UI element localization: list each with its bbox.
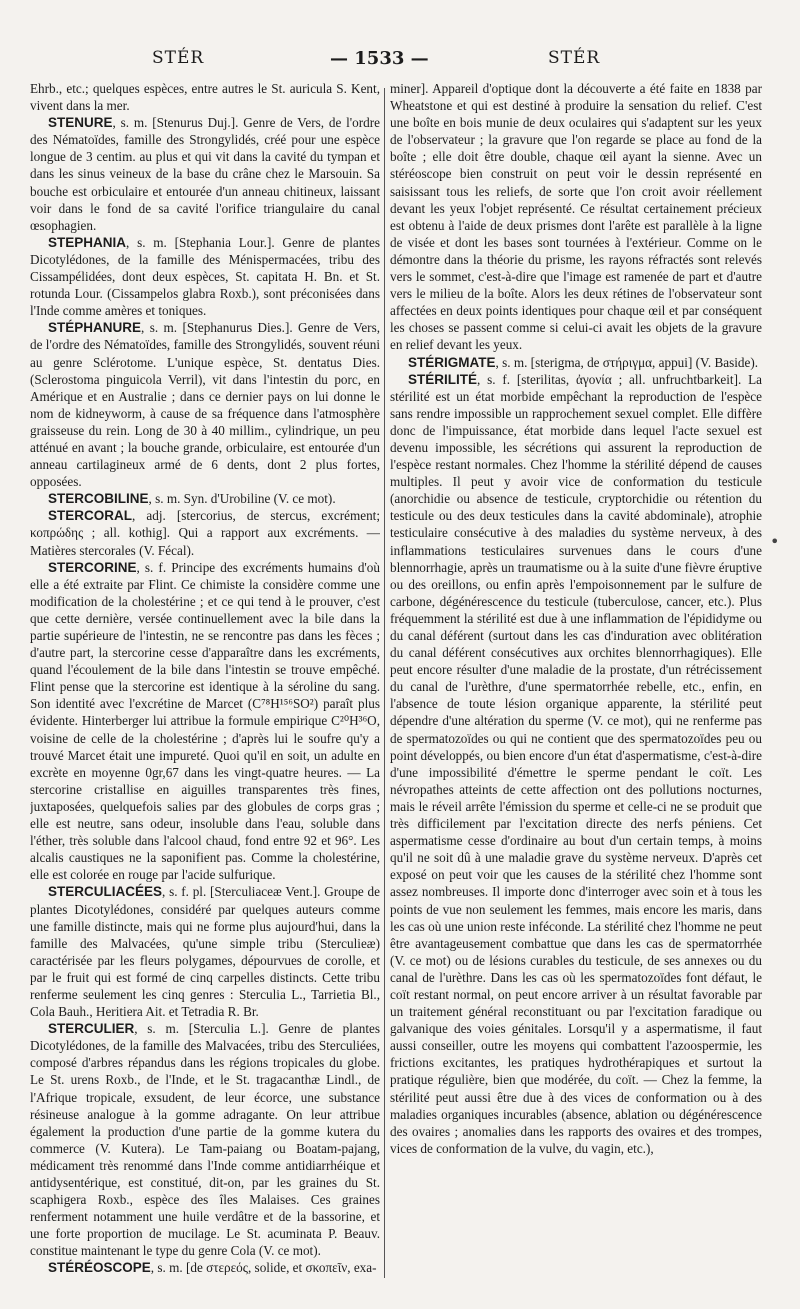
entry-stereoscope: STÉRÉOSCOPE, s. m. [de στερεός, solide, et σκοπεῖν, exa- (48, 1260, 377, 1276)
left-column (30, 80, 380, 1295)
headword: STERCULIER (48, 1021, 135, 1037)
entry-stephanure: STÉPHANURE, s. m. [Stephanurus Dies.]. Genre de Vers, de l'ordre des Nématoïdes, famille des Strongylidés, souvent réuni au genre Sclérotome. L'unique espèce, St. dentatus Dies. (Sclerostoma pinguicola Verril), vit dans l'intestin du porc, en Amérique et en Australie ; dans ce dernier pays on lui donne le nom de kidneyworm, à cause de sa fréquence dans l'atmosphère graisseuse du rein. Long de 30 à 40 millim., cylindrique, un peu atténué en avant ; la bouche grande, orbiculaire, est entourée d'un anneau cartilagineux armé de 6 dents, dont 2 plus fortes, opposées. (30, 320, 380, 490)
headword: STERCOBILINE (48, 491, 149, 507)
entry-stenure: STENURE, s. m. [Stenurus Duj.]. Genre de Vers, de l'ordre des Nématoïdes, famille des Strongylidés, créé pour une espèce longue de 3 centim. au plus et qui vit dans la cavité du tympan et dans les sinus veineux de la base du crâne chez le Marsouin. Sa bouche est orbiculaire et entourée d'un anneau chitineux, laissant voir dans le fond de sa cavité l'orifice triangulaire du canal œsophagien. (30, 115, 380, 233)
headword: STÉRÉOSCOPE (48, 1260, 151, 1276)
entry-sterculiacees: STERCULIACÉES, s. f. pl. [Sterculiaceæ Vent.]. Groupe de plantes Dicotylédones, considéré par quelques auteurs comme une famille distincte, mais qui ne forme plus aujourd'hui, dans la famille des Malvacées, qu'une simple tribu (Sterculieæ) caractérisée par les fleurs polygames, dépourvues de corolle, et par le fruit qui est formé de cinq carpelles distincts. Cette tribu renferme seulement les cinq genres : Sterculia L., Tarrietia Bl., Cola Bauh., Heritiera Ait. et Tetradia R. Br. (30, 884, 380, 1020)
headword: STÉRIGMATE (408, 354, 496, 370)
entry-sterigmate: STÉRIGMATE, s. m. [sterigma, de στήριγμα, appui] (V. Baside). (408, 354, 759, 370)
running-head-left: STÉR (152, 48, 205, 68)
right-column (390, 80, 762, 1260)
headword: STERCORINE (48, 559, 137, 575)
entry-stercobiline: STERCOBILINE, s. m. Syn. d'Urobiline (V. ce mot). (48, 491, 336, 507)
headword: STERCULIACÉES (48, 884, 163, 900)
headword: STENURE (48, 115, 113, 131)
page-number: — 1533 — (330, 48, 429, 69)
headword: STÉRILITÉ (408, 371, 478, 387)
page-header (0, 48, 800, 78)
entry-sterculier: STERCULIER, s. m. [Sterculia L.]. Genre de plantes Dicotylédones, de la famille des Malvacées, tribu des Sterculiées, composé d'arbres répandus dans les régions tropicales du globe. Le St. urens Roxb., de l'Inde, et le St. tragacanthæ Lindl., de l'Afrique tropicale, exsudent, de leur écorce, une substance résineuse analogue à la gomme adragante. On leur attribue également la production d'une partie de la gomme kutera du commerce (V. Kutera). Le Tam-paiang ou Boatam-pajang, médicament très renommé dans l'Inde comme antidiarrhéique et antidysentérique, est constitué, dit-on, par les graines du St. scaphigera Roxb., espèce des îles Malaises. Ces graines renferment notamment une huile verdâtre et de la bassorine, et une forte proportion de mucilage. Le St. acuminata P. Beauv. constitue maintenant le type du genre Cola (V. ce mot). (30, 1021, 380, 1259)
column-divider (384, 88, 385, 1278)
margin-mark: • (770, 532, 780, 551)
entry-continuation: miner]. Appareil d'optique dont la découverte a été faite en 1838 par Wheatstone et qui est destiné à produire la sensation du relief. C'est une boîte en bois munie de deux oculaires qui s'adaptent sur les yeux de l'observateur ; la gravure que l'on regarde se place au fond de la boîte ; elle doit être double, chaque œil ayant la sienne. Avec un stéréoscope bien construit on peut voir le dessin représenté en saisissant tous les reliefs, de sorte que l'on croit avoir réellement devant les yeux l'objet représenté. Ce résultat certainement précieux est obtenu à l'aide de deux prismes dont l'arête est parallèle à la ligne de visée et dont les bases sont tournées à l'extérieur. Comme on le démontre dans la théorie du prisme, les rayons réfractés sont relevés vers le sommet, c'est-à-dire que l'image est ramenée de part et d'autre vers le milieu de la boîte. Alors les deux rétines de l'observateur sont affectées en deux points identiques pour chaque œil et par conséquent les choses se passent comme si celui-ci avait les objets de la gravure en relief devant les yeux. (390, 81, 762, 353)
entry-stercoral: STERCORAL, adj. [stercorius, de stercus, excrément; κοπρώδης ; all. kothig]. Qui a rapport aux excréments. — Matières stercorales (V. Fécal). (30, 508, 380, 558)
headword: STEPHANIA (48, 234, 127, 250)
entry-stephania: STEPHANIA, s. m. [Stephania Lour.]. Genre de plantes Dicotylédones, de la famille des Ménispermacées, tribu des Cissampélidées, dont deux espèces, St. capitata H. Bn. et St. rotunda Lour. (Cissampelos glabra Roxb.), sont préconisées dans l'Inde comme amères et toniques. (30, 234, 380, 319)
headword: STERCORAL (48, 508, 132, 524)
entry-continuation: Ehrb., etc.; quelques espèces, entre autres le St. auricula S. Kent, vivent dans la mer. (30, 81, 380, 114)
entry-stercorine: STERCORINE, s. f. Principe des excréments humains d'où elle a été extraite par Flint. Ce chimiste la considère comme une modification de la cholestérine ; et ce qui tend à le prouver, c'est que cette dernière, versée continuellement avec la bile dans la partie supérieure de l'intestin, ne se rencontre pas dans les fèces ; d'autre part, la stercorine cesse d'apparaître dans les excréments, quand l'écoulement de la bile dans l'intestin se trouve empêché. Flint pense que la stercorine est identique à la séroline du sang. Son identité avec l'excrétine de Marcet (C⁷⁸H¹⁵⁶SO²) paraît plus évidente. Hinterberger lui attribue la formule empirique C²⁰H³⁶O, voisine de celle de la cholestérine ; d'après lui le soufre qu'y a trouvé Marcet était une impureté. Quoi qu'il en soit, un adulte en excrète en moyenne 0gr,67 dans les vingt-quatre heures. — La stercorine cristallise en aiguilles transparentes très fines, juxtaposées, quelquefois salies par des globules de corps gras ; elle est neutre, sans odeur, insoluble dans l'eau, soluble dans l'éther, très soluble dans l'alcool chaud, fond entre 92 et 96°. Les alcalis caustiques ne la saponifient pas. Comme la cholestérine, elle est colorée en rouge par l'acide sulfurique. (30, 559, 380, 883)
headword: STÉPHANURE (48, 320, 142, 336)
entry-sterilite: STÉRILITÉ, s. f. [sterilitas, ἀγονία ; all. unfruchtbarkeit]. La stérilité est un état morbide empêchant la reproduction de l'espèce sans rendre impossible un rapprochement sexuel complet. Elle diffère donc de l'impuissance, état morbide dans lequel l'acte sexuel est devenu impossible, les sécrétions qui assurent la reproduction de l'espèce restant normales. Chez l'homme la stérilité dépend de causes multiples. Il peut y avoir vice de conformation du testicule (anorchidie ou absence de testicule, cryptorchidie ou rétention du testicule ou des deux testicules dans la cavité abdominale), atrophie testiculaire consécutive à des maladies du système nerveux, à des inflammations testiculaires survenues dans le cours d'une blennorrhagie, après un traumatisme ou à la suite d'une fièvre éruptive ou des oreillons, ou enfin après l'empoisonnement par le sulfure de carbone, dégénérescence du testicule (tuberculose, cancer, etc.). Plus fréquemment la stérilité est due à une inflammation de l'épididyme ou du canal déférent (surtout dans les cas d'induration avec oblitération du canal déférent consécutives aux orchites blennorrhagiques). Elle peut encore résulter d'une maladie de la prostate, d'un rétrécissement du canal de l'urèthre, d'une spermatorrhée rebelle, etc., enfin, en l'absence de toute lésion organique apparente, la stérilité peut dépendre d'une altération du sperme (V. ce mot), qui ne renferme pas de spermatozoïdes ou qui ne contient que des spermatozoïdes peu ou point développés, ou bien encore d'un état d'aspermatisme, c'est-à-dire d'une impossibilité d'émettre le sperme pendant le coït. Les névropathes atteints de cette affection ont des pollutions nocturnes, mais le réveil arrête l'émission du sperme et celle-ci ne se produit que très difficilement par l'excitation directe des nerfs péniens. Cet aspermatisme cesse d'ordinaire au bout d'un certain temps, à moins qu'il ne soit dû à une maladie grave du système nerveux. D'après cet exposé on peut voir que les causes de la stérilité chez l'homme sont assez nombreuses. Il importe donc d'interroger avec soin et à tous les points de vue non seulement les femmes, mais encore les maris, dans les cas où une union reste inféconde. La stérilité chez l'homme ne peut être avantageusement combattue que dans les cas de spermatorrhée (V. ce mot) ou de lésions curables du testicule, de ses annexes ou du canal de l'urèthre. Dans les cas où les spermatozoïdes font défaut, le coït restant normal, on peut encore arriver à un résultat favorable par un traitement général reconstituant ou par l'excitation faradique ou galvanique des voies génitales. Lorsqu'il y a aspermatisme, il faut aussi conseiller, outre les moyens qui combattent l'azoospermie, les frictions excitantes, les pratiques hydrothérapiques et surtout la pratique régulière, bien que modérée, du coït. — Chez la femme, la stérilité peut aussi être due à des vices de conformation ou à des maladies organiques incurables (absence, ablation ou dégénérescence des ovaires ; anomalies dans les rapports des ovaires et des trompes, vices de conformation de la vulve, du vagin, etc.), (390, 371, 762, 1156)
running-head-right: STÉR (548, 48, 601, 68)
